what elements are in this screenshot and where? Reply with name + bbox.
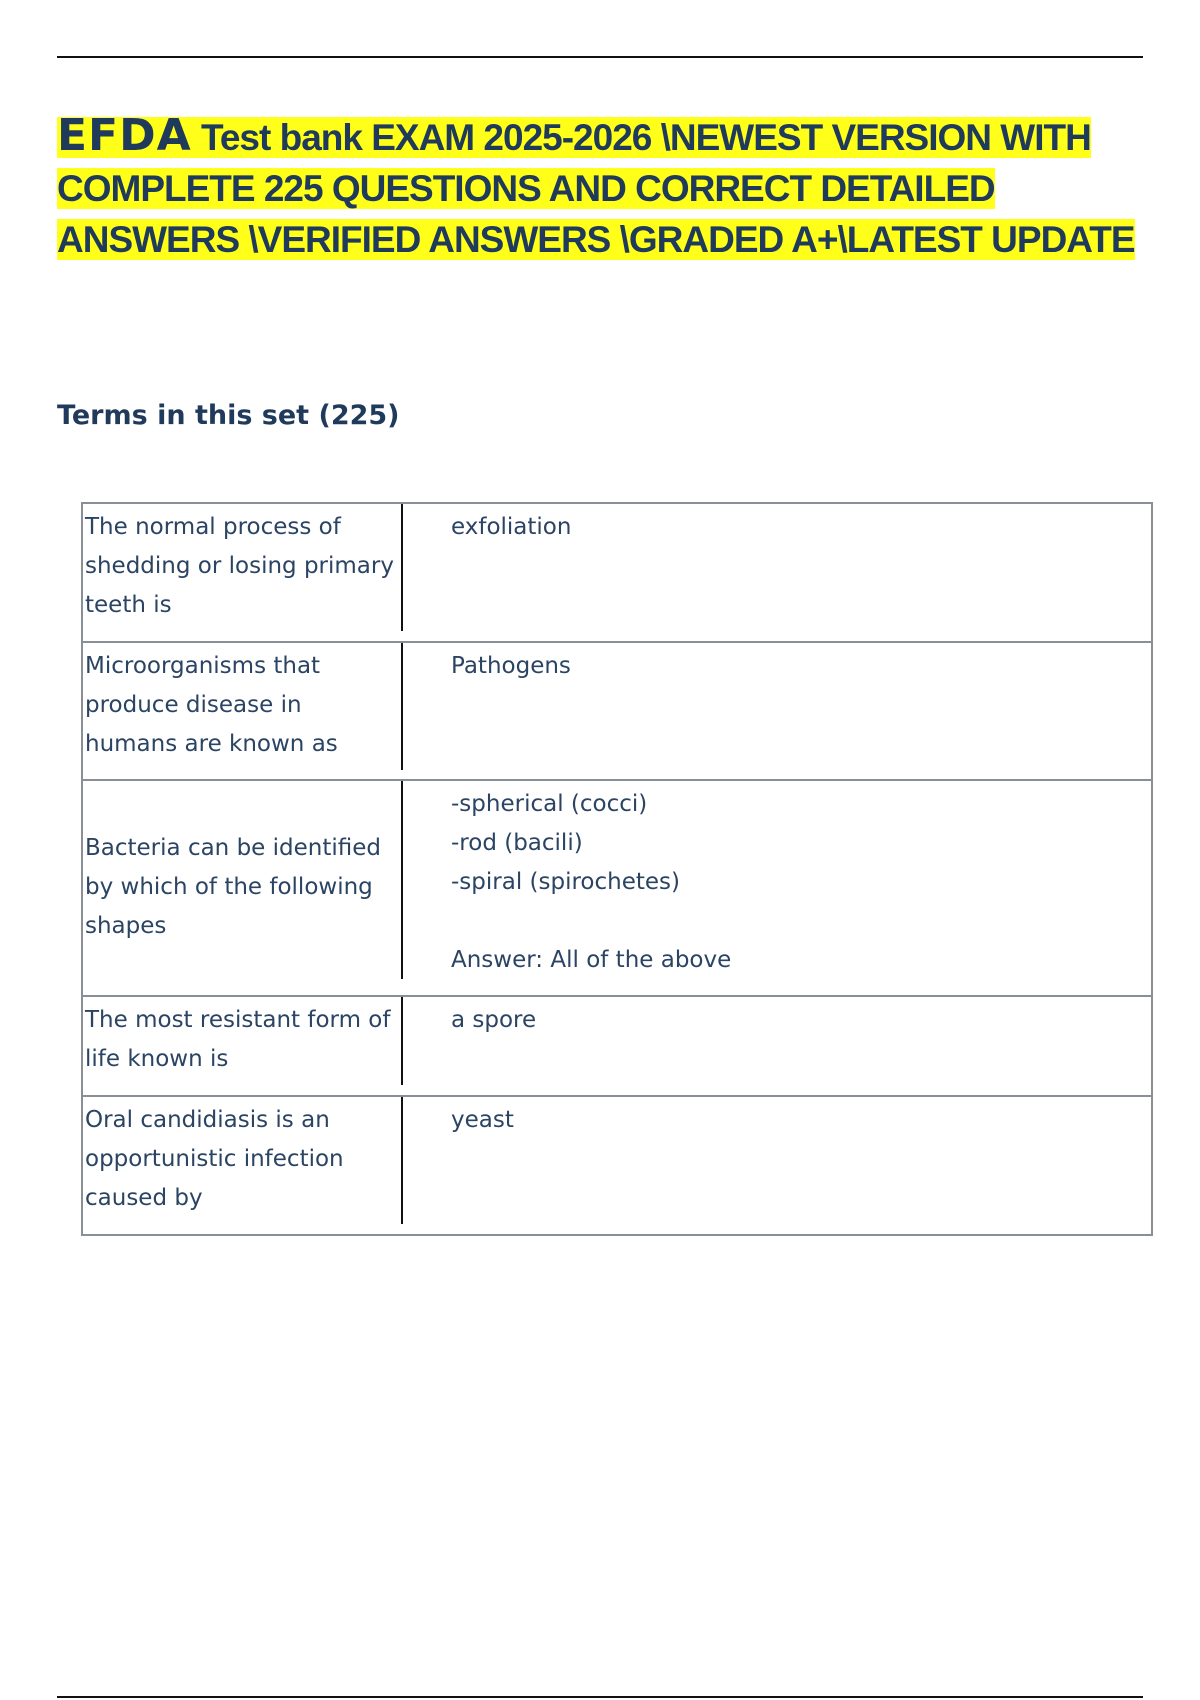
term-text: Microorganisms that produce disease in humans are known as	[83, 643, 403, 770]
term-row	[83, 779, 1151, 995]
definition-text: a spore	[451, 1007, 537, 1033]
term-row	[83, 504, 1151, 641]
term-text: The normal process of shedding or losing primary teeth is	[83, 504, 403, 631]
term-text: Bacteria can be identified by which of the following shapes	[85, 834, 381, 939]
term-row	[83, 641, 1151, 779]
definition-text: exfoliation	[451, 514, 572, 540]
definition-text: Pathogens	[451, 653, 571, 679]
term-text: Oral candidiasis is an opportunistic infection caused by	[83, 1097, 403, 1224]
definition-text: yeast	[451, 1107, 514, 1133]
definition-text: -spherical (cocci) -rod (bacili) -spiral (spirochetes) Answer: All of the above	[451, 791, 732, 973]
top-rule	[57, 56, 1143, 58]
bottom-rule	[57, 1696, 1143, 1698]
term-text: The most resistant form of life known is	[83, 997, 403, 1085]
document-title	[57, 110, 1137, 265]
term-row	[83, 1095, 1151, 1234]
title-text: Test bank EXAM 2025-2026 \NEWEST VERSION WITH COMPLETE 225 QUESTIONS AND CORRECT DETAILED ANSWERS \VERIFIED ANSWERS \GRADED A+\LATEST UPDATE	[57, 117, 1135, 260]
title-brand: EFDA	[57, 110, 192, 161]
column-divider	[401, 781, 403, 979]
terms-heading: Terms in this set (225)	[57, 400, 400, 431]
term-row	[83, 995, 1151, 1095]
terms-table	[81, 502, 1153, 1236]
